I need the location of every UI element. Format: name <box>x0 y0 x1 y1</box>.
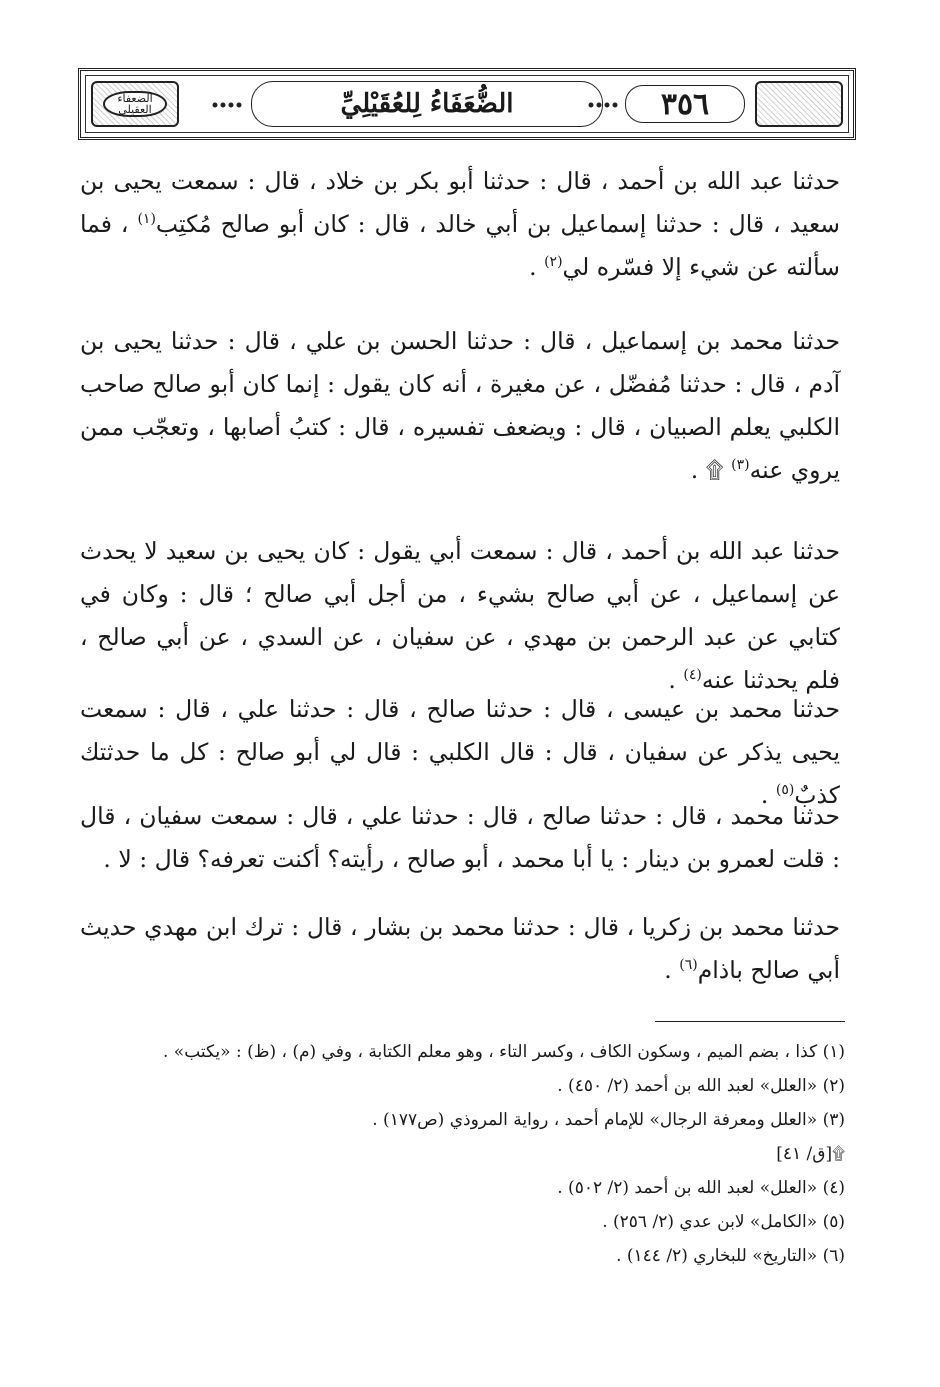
paragraph-text <box>80 795 840 881</box>
footnote-marker: (٢) <box>544 254 563 271</box>
page-header <box>78 68 856 140</box>
paragraph-segment: حدثنا محمد ، قال : حدثنا صالح ، قال : حدثنا علي ، قال : سمعت سفيان ، قال : قلت لعمرو بن دينار : يا أبا محمد ، أبو صالح ، رأيته؟ أكنت تعرفه؟ قال : لا . <box>80 802 840 873</box>
footnote-marker: (١) <box>137 211 156 228</box>
page-number: ٣٥٦ <box>660 86 710 122</box>
paragraph-5 <box>80 795 840 881</box>
paragraph-text <box>80 906 840 992</box>
footnotes <box>80 1035 845 1273</box>
paragraph-segment: حدثنا محمد بن عيسى ، قال : حدثنا صالح ، قال : حدثنا علي ، قال : سمعت يحيى يذكر عن سفيان ، قال : قال الكلبي : قال لي أبو صالح : كل ما حدثتك كذبٌ <box>80 695 840 809</box>
paragraph-segment: حدثنا عبد الله بن أحمد ، قال : سمعت أبي يقول : كان يحيى بن سعيد لا يحدث عن إسماعيل ، عن أبي صالح بشيء ، من أجل أبي صالح ؛ قال : وكان في كتابي عن عبد الرحمن بن مهدي ، عن سفيان ، عن السدي ، عن أبي صالح ، فلم يحدثنا عنه <box>80 537 840 694</box>
paragraph-segment: ، فما سألته عن شيء إلا فسّره لي <box>80 210 840 281</box>
footnote-4: (٤) «العلل» لعبد الله بن أحمد (٢/ ٥٠٢) . <box>557 1178 845 1198</box>
paragraph-segment: . <box>529 253 537 281</box>
paragraph-1 <box>80 160 840 289</box>
paragraph-3 <box>80 530 840 702</box>
footnote-marker: (٥) <box>775 782 795 799</box>
footnote-3: (٣) «العلل ومعرفة الرجال» للإمام أحمد ، رواية المروذي (ص١٧٧) . <box>372 1110 845 1130</box>
ornament-label-left: الضعفاء العقيلي <box>103 91 167 117</box>
divider-ornament-icon <box>587 97 621 113</box>
footnote-marker: (٦) <box>679 957 698 974</box>
ornament-emblem-right <box>755 81 843 127</box>
book-title: الضُّعَفَاءُ لِلعُقَيْلِيِّ <box>340 89 514 119</box>
paragraph-text <box>80 160 840 289</box>
paragraph-segment: . <box>668 666 676 694</box>
footnote-6: (٦) «التاريخ» للبخاري (٢/ ١٤٤) . <box>616 1246 845 1266</box>
title-cartouche <box>251 81 603 127</box>
footnote-manuscript-ref: ۩[ق/ ٤١] <box>776 1144 845 1164</box>
paragraph-2 <box>80 320 840 492</box>
paragraph-segment: حدثنا محمد بن زكريا ، قال : حدثنا محمد بن بشار ، قال : ترك ابن مهدي حديث أبي صالح باذام <box>80 913 840 984</box>
paragraph-segment: . <box>664 956 672 984</box>
paragraph-text <box>80 530 840 702</box>
footnote-marker: (٤) <box>683 667 702 684</box>
footnote-5: (٥) «الكامل» لابن عدي (٢/ ٢٥٦) . <box>602 1212 845 1232</box>
divider-ornament-icon <box>211 97 245 113</box>
footnote-2: (٢) «العلل» لعبد الله بن أحمد (٢/ ٤٥٠) . <box>557 1076 845 1096</box>
footnote-1: (١) كذا ، بضم الميم ، وسكون الكاف ، وكسر التاء ، وهو معلم الكتابة ، وفي (م) ، (ظ) : «يكتب» . <box>163 1042 845 1062</box>
paragraph-segment: . <box>690 456 699 484</box>
paragraph-segment: حدثنا عبد الله بن أحمد ، قال : حدثنا أبو بكر بن خلاد ، قال : سمعت يحيى بن سعيد ، قال : حدثنا إسماعيل بن أبي خالد ، قال : كان أبو صالح مُكتِب <box>80 167 840 238</box>
manuscript-marker-icon: ۩ <box>705 456 724 484</box>
page-number-cartouche <box>625 85 745 123</box>
ornament-emblem-left <box>91 81 179 127</box>
paragraph-6 <box>80 906 840 992</box>
paragraph-text <box>80 320 840 492</box>
footnote-separator <box>655 1021 845 1022</box>
paragraph-segment: . <box>760 781 769 809</box>
footnote-marker: (٣) <box>731 457 750 474</box>
paragraph-segment: حدثنا محمد بن إسماعيل ، قال : حدثنا الحسن بن علي ، قال : حدثنا يحيى بن آدم ، قال : حدثنا مُفضّل ، عن مغيرة ، أنه كان يقول : إنما كان أبو صالح صاحب الكلبي يعلم الصبيان ، قال : ويضعف تفسيره ، قال : كتبُ أصابها ، وتعجّب ممن يروي عنه <box>80 327 840 484</box>
